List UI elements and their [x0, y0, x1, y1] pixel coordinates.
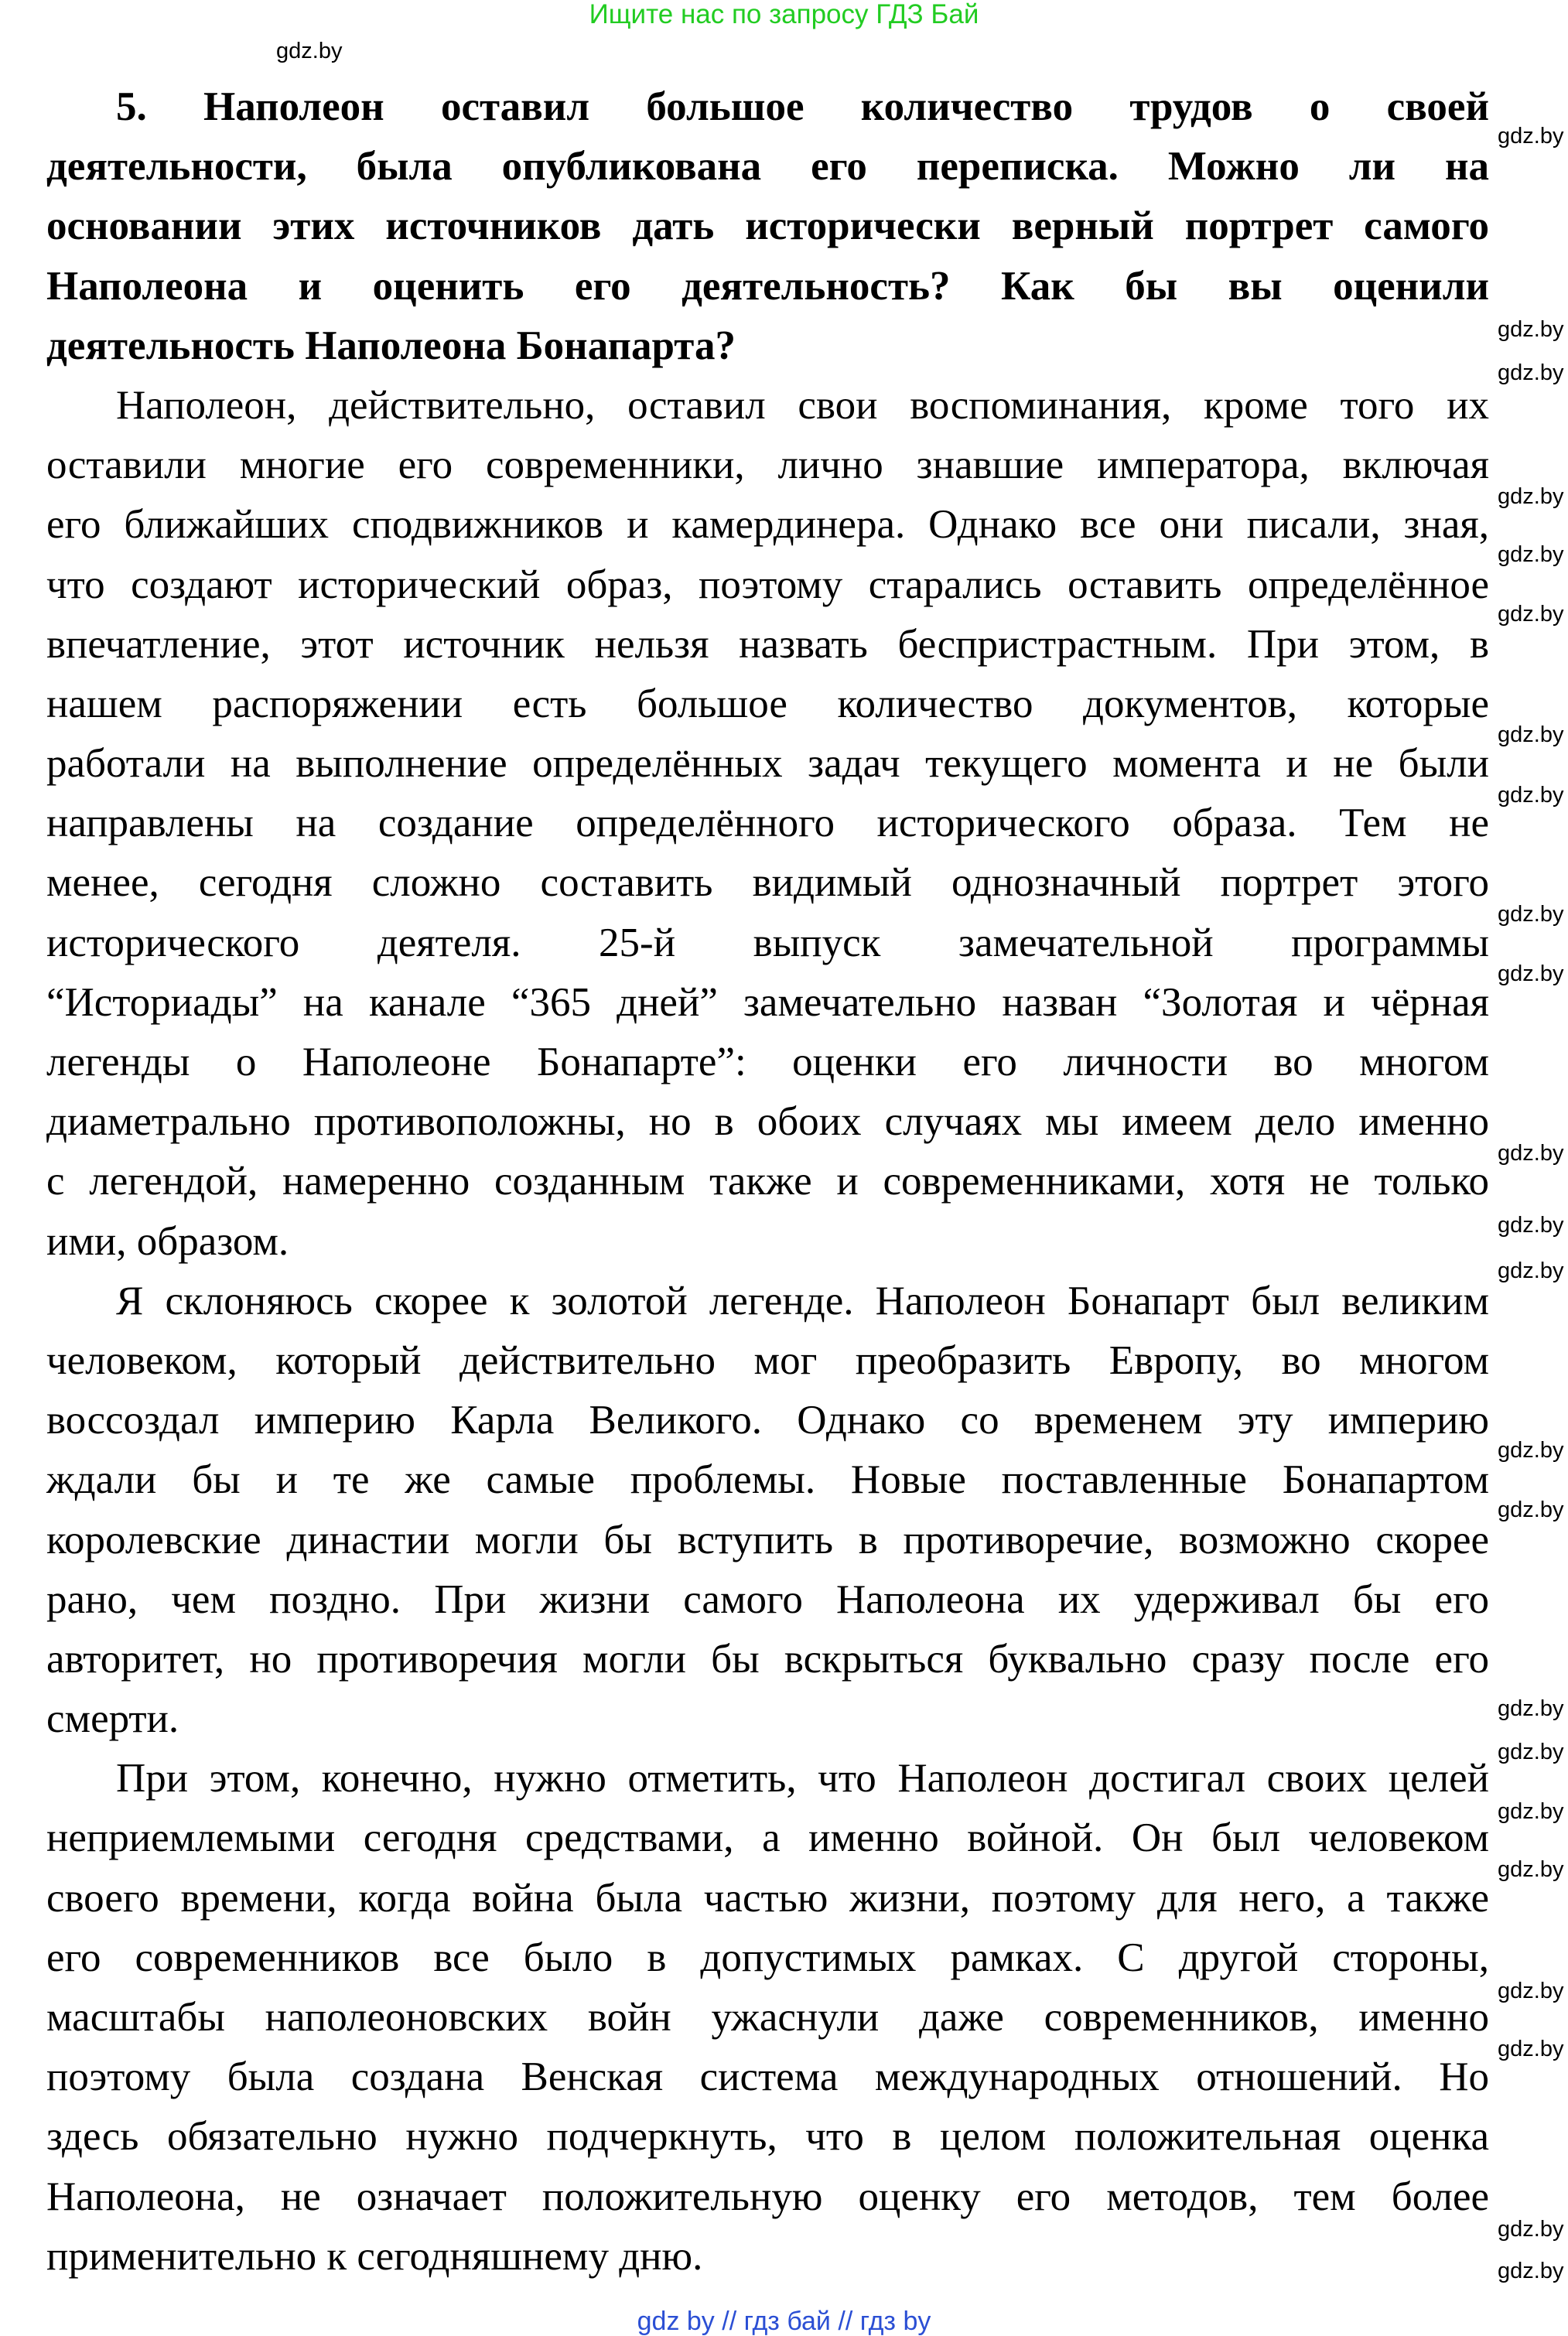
question-paragraph: [46, 77, 1489, 376]
text-line: “Историады” на канале “365 дней” замечательно назван “Золотая и чёрная: [46, 979, 1489, 1025]
text-line: диаметрально противоположны, но в обоих случаях мы имеем дело именно: [46, 1099, 1489, 1145]
watermark-text: gdz.by: [1498, 722, 1564, 747]
watermark-text: gdz.by: [1498, 602, 1564, 627]
text-line: королевские династии могли бы вступить в противоречие, возможно скорее: [46, 1517, 1489, 1562]
watermark-text: gdz.by: [276, 39, 343, 63]
text-line: деятельность Наполеона Бонапарта?: [46, 323, 736, 368]
text-line: оставили многие его современники, лично знавшие императора, включая: [46, 442, 1489, 488]
watermark-text: gdz.by: [1498, 1799, 1564, 1824]
text-line: ими, образом.: [46, 1218, 289, 1264]
watermark-text: gdz.by: [1498, 360, 1564, 385]
watermark-text: gdz.by: [1498, 1213, 1564, 1238]
text-line: Наполеон, действительно, оставил свои воспоминания, кроме того их: [116, 382, 1489, 428]
text-line: исторического деятеля. 25-й выпуск замечательной программы: [46, 920, 1489, 965]
text-line: Я склоняюсь скорее к золотой легенде. Наполеон Бонапарт был великим: [116, 1278, 1489, 1323]
watermark-text: gdz.by: [1498, 542, 1564, 567]
text-line: неприемлемыми сегодня средствами, а именно войной. Он был человеком: [46, 1815, 1489, 1861]
text-line: здесь обязательно нужно подчеркнуть, что в целом положительная оценка: [46, 2114, 1489, 2160]
search-ad-banner: Ищите нас по запросу ГДЗ Бай: [589, 0, 979, 29]
answer-paragraph: [46, 376, 1489, 1272]
watermark-text: gdz.by: [1498, 1141, 1564, 1166]
watermark-text: gdz.by: [1498, 902, 1564, 927]
text-line: ждали бы и те же самые проблемы. Новые поставленные Бонапартом: [46, 1457, 1489, 1503]
text-line: смерти.: [46, 1696, 179, 1742]
document-body: [46, 77, 1489, 2286]
text-line: масштабы наполеоновских войн ужаснули даже современников, именно: [46, 1995, 1489, 2040]
watermark-text: gdz.by: [1498, 2259, 1564, 2283]
watermark-text: gdz.by: [1498, 1696, 1564, 1721]
watermark-text: gdz.by: [1498, 1857, 1564, 1882]
text-line: нашем распоряжении есть большое количество документов, которые: [46, 681, 1489, 726]
watermark-text: gdz.by: [1498, 317, 1564, 342]
text-line: Наполеона, не означает положительную оценку его методов, тем более: [46, 2174, 1489, 2219]
watermark-text: gdz.by: [1498, 2217, 1564, 2242]
text-line: применительно к сегодняшнему дню.: [46, 2233, 703, 2279]
text-line: что создают исторический образ, поэтому старались оставить определённое: [46, 562, 1489, 607]
answer-paragraph: [46, 1749, 1489, 2286]
text-line: своего времени, когда война была частью жизни, поэтому для него, а также: [46, 1875, 1489, 1921]
watermark-text: gdz.by: [1498, 783, 1564, 808]
text-line: 5. Наполеон оставил большое количество трудов о своей: [116, 84, 1489, 129]
text-line: основании этих источников дать исторически верный портрет самого: [46, 203, 1489, 249]
watermark-text: gdz.by: [1498, 124, 1564, 149]
text-line: При этом, конечно, нужно отметить, что Наполеон достигал своих целей: [116, 1756, 1489, 1802]
text-line: направлены на создание определённого исторического образа. Тем не: [46, 801, 1489, 846]
text-line: с легендой, намеренно созданным также и современниками, хотя не только: [46, 1159, 1489, 1204]
text-line: деятельности, была опубликована его переписка. Можно ли на: [46, 144, 1489, 190]
text-line: рано, чем поздно. При жизни самого Наполеона их удерживал бы его: [46, 1576, 1489, 1622]
answer-paragraph: [46, 1272, 1489, 1750]
watermark-text: gdz.by: [1498, 1979, 1564, 2003]
text-line: впечатление, этот источник нельзя назвать беспристрастным. При этом, в: [46, 621, 1489, 667]
text-line: менее, сегодня сложно составить видимый однозначный портрет этого: [46, 860, 1489, 906]
watermark-text: gdz.by: [1498, 1498, 1564, 1522]
watermark-text: gdz.by: [1498, 1740, 1564, 1764]
text-line: его современников все было в допустимых рамках. С другой стороны,: [46, 1935, 1489, 1980]
watermark-text: gdz.by: [1498, 2037, 1564, 2061]
text-line: его ближайших сподвижников и камердинера. Однако все они писали, зная,: [46, 502, 1489, 548]
footer-links: gdz by // гдз бай // гдз by: [637, 2307, 931, 2336]
text-line: поэтому была создана Венская система международных отношений. Но: [46, 2054, 1489, 2100]
text-line: человеком, который действительно мог преобразить Европу, во многом: [46, 1337, 1489, 1383]
watermark-text: gdz.by: [1498, 1259, 1564, 1283]
text-line: работали на выполнение определённых задач текущего момента и не были: [46, 741, 1489, 787]
text-line: воссоздал империю Карла Великого. Однако со временем эту империю: [46, 1398, 1489, 1443]
watermark-text: gdz.by: [1498, 961, 1564, 986]
watermark-text: gdz.by: [1498, 484, 1564, 509]
text-line: Наполеона и оценить его деятельность? Как бы вы оценили: [46, 263, 1489, 309]
text-line: авторитет, но противоречия могли бы вскрыться буквально сразу после его: [46, 1636, 1489, 1682]
watermark-text: gdz.by: [1498, 1438, 1564, 1463]
text-line: легенды о Наполеоне Бонапарте”: оценки его личности во многом: [46, 1040, 1489, 1084]
